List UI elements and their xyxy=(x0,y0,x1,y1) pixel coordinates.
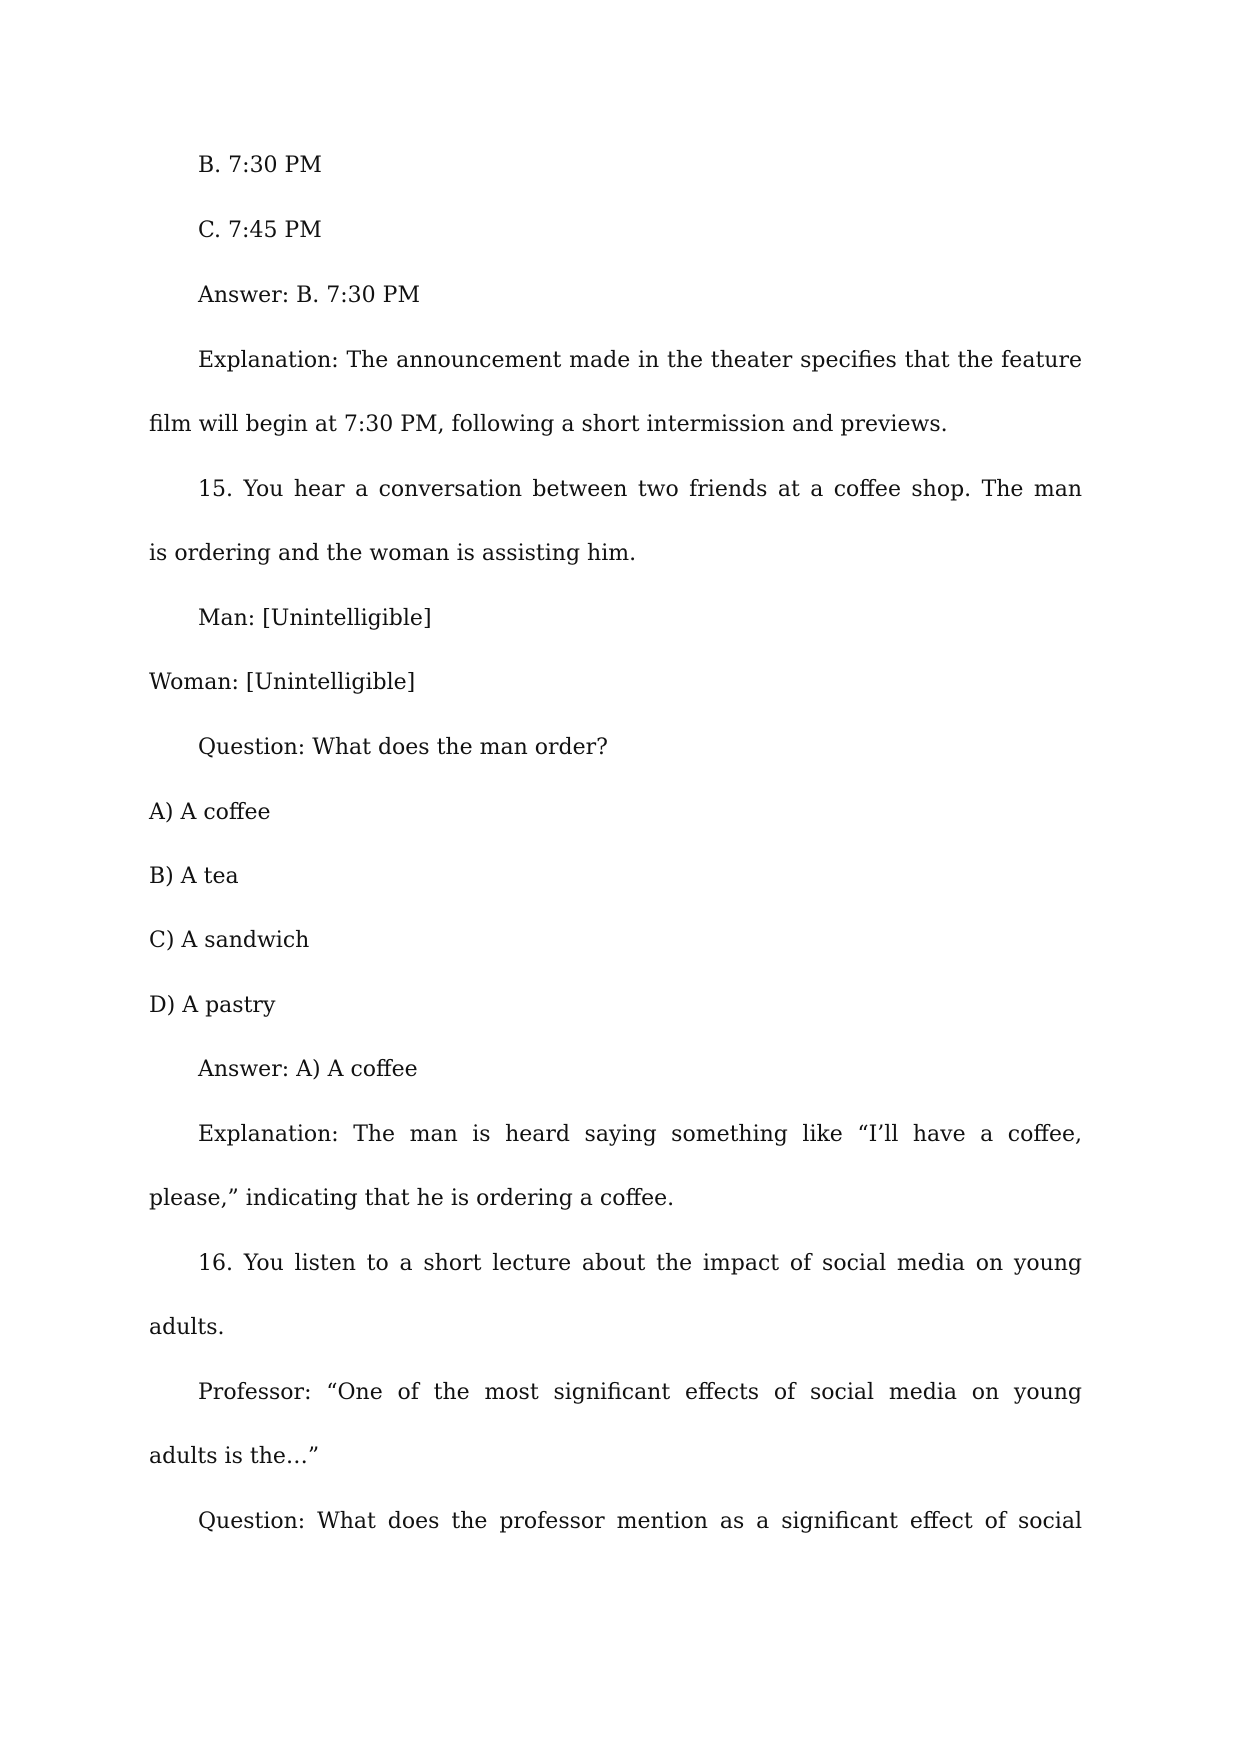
q15-option-c: C) A sandwich xyxy=(149,928,310,953)
q15-prompt-line-1: 15. You hear a conversation between two friends at a coffee shop. The man xyxy=(198,477,1082,502)
q15-explanation-line-2: please,” indicating that he is ordering a coffee. xyxy=(149,1186,675,1211)
q16-prompt-line-2: adults. xyxy=(149,1315,225,1340)
q15-prompt-line-2: is ordering and the woman is assisting him. xyxy=(149,541,637,566)
q16-quote-line-1: Professor: “One of the most significant effects of social media on young xyxy=(198,1380,1082,1405)
q16-quote-line-2: adults is the…” xyxy=(149,1444,320,1469)
q16-prompt-line-1: 16. You listen to a short lecture about the impact of social media on young xyxy=(198,1251,1082,1276)
q14-option-b: B. 7:30 PM xyxy=(198,153,322,178)
q16-question-line-1: Question: What does the professor mention as a significant effect of social xyxy=(198,1509,1082,1534)
q14-explanation-line-2: film will begin at 7:30 PM, following a short intermission and previews. xyxy=(149,412,948,437)
q15-woman-line: Woman: [Unintelligible] xyxy=(149,670,416,695)
q15-option-b: B) A tea xyxy=(149,864,239,889)
q15-option-a: A) A coffee xyxy=(149,800,271,825)
q14-answer: Answer: B. 7:30 PM xyxy=(198,283,420,308)
q15-explanation-line-1: Explanation: The man is heard saying something like “I’ll have a coffee, xyxy=(198,1122,1082,1147)
q14-explanation-line-1: Explanation: The announcement made in the theater specifies that the feature xyxy=(198,348,1082,373)
q15-question: Question: What does the man order? xyxy=(198,735,608,760)
q14-option-c: C. 7:45 PM xyxy=(198,218,322,243)
q15-answer: Answer: A) A coffee xyxy=(198,1057,418,1082)
q15-option-d: D) A pastry xyxy=(149,993,276,1018)
q15-man-line: Man: [Unintelligible] xyxy=(198,606,432,631)
